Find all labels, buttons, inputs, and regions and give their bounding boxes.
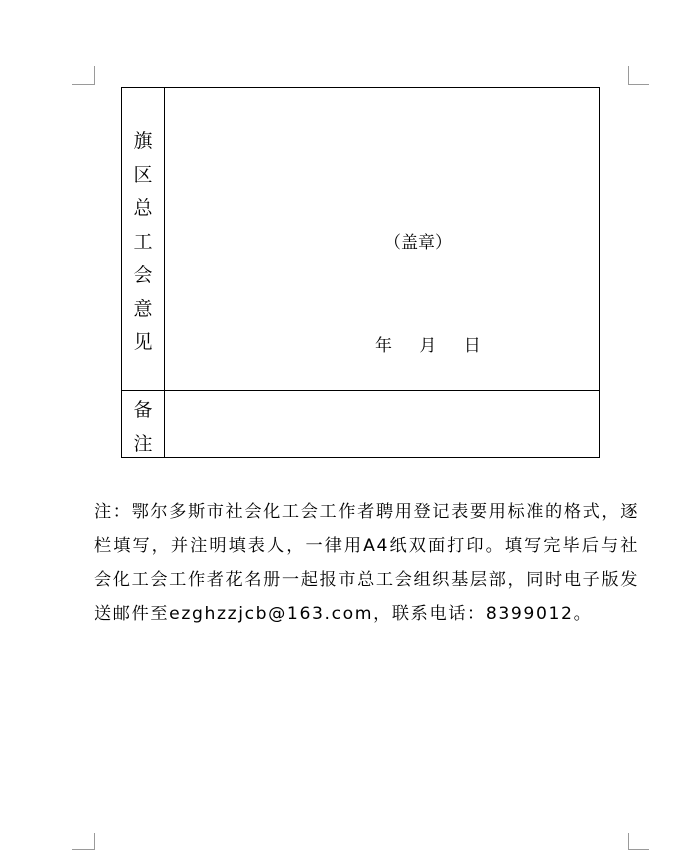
opinion-label-char: 会 <box>133 264 153 286</box>
opinion-form-table <box>121 87 600 458</box>
crop-mark-top-left-v <box>94 66 95 85</box>
crop-mark-top-right-v <box>628 66 629 85</box>
crop-mark-bottom-right-v <box>628 833 629 850</box>
opinion-label-char: 总 <box>133 197 153 219</box>
crop-mark-bottom-left-v <box>94 833 95 850</box>
opinion-label-char: 旗 <box>133 130 153 152</box>
opinion-label-char: 区 <box>133 163 153 186</box>
opinion-label-char: 见 <box>133 331 153 353</box>
crop-mark-top-left-h <box>72 84 94 85</box>
remarks-field[interactable] <box>165 391 599 457</box>
opinion-label <box>122 125 164 360</box>
crop-mark-bottom-left-h <box>72 849 94 850</box>
date-placeholder: 年 月 日 <box>375 336 481 356</box>
remarks-label-char: 注 <box>133 432 153 455</box>
opinion-label-char: 工 <box>133 230 153 253</box>
seal-placeholder: （盖章） <box>384 233 452 253</box>
crop-mark-top-right-h <box>628 84 649 85</box>
remarks-label-char: 备 <box>133 399 153 421</box>
remarks-label <box>122 394 164 461</box>
opinion-label-char: 意 <box>133 297 153 320</box>
crop-mark-bottom-right-h <box>628 849 649 850</box>
instruction-note: 注：鄂尔多斯市社会化工会工作者聘用登记表要用标准的格式，逐栏填写，并注明填表人，一律用A4纸双面打印。填写完毕后与社会化工会工作者花名册一起报市总工会组织基层部，同时电子版发送邮件至ezghzzjcb@163.com，联系电话：8399012。 <box>94 502 639 624</box>
